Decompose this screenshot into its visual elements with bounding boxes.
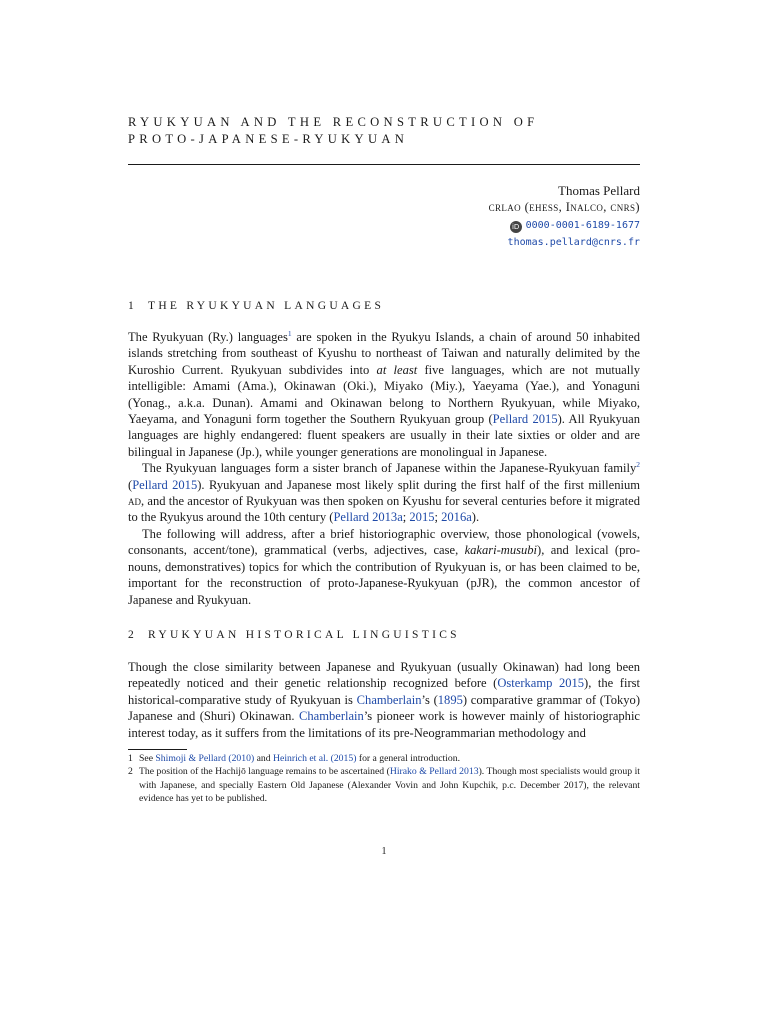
section-2-paragraph-1: [128, 659, 640, 741]
citation-link[interactable]: Shimoji & Pellard (2010): [155, 753, 255, 764]
emphasis: kakari-musubi: [464, 543, 538, 558]
era-abbrev: ad: [128, 494, 141, 509]
text-run: are spoken in the Ryukyu Islands, a chain of around 50 inhabited islands stretching from southeast of Kyushu to northeast of Taiwan and naturally delimited by the Kuroshio Current. Ryukyuan subdivides into: [128, 330, 641, 377]
text-run: The position of the Hachijō language remains to be ascertained (: [139, 766, 390, 778]
paper-title: [128, 114, 648, 148]
text-run: The Ryukyuan (Ry.) languages: [128, 330, 288, 344]
text-run: ’s (: [421, 692, 438, 707]
text-run: five languages, which are not mutually intelligible: Amami (Ama.), Okinawan (Oki.), Miyako (Miy.), Yaeyama (Yae.), and Yonaguni (Yonag., a.k.a. Dunan). Amami and Okinawan belong to Northern Ryukyuan, while Miyako, Yaeyama, and Yonaguni form together the Southern Ryukyuan group (: [128, 362, 640, 427]
orcid-line: [300, 217, 640, 234]
title-rule: [128, 164, 640, 165]
section-1-paragraph-1: [128, 329, 640, 460]
citation-link[interactable]: Pellard 2013a: [333, 510, 403, 525]
footnote-ref-2[interactable]: 2: [636, 460, 640, 470]
section-2-title: RYUKYUAN HISTORICAL LINGUISTICS: [148, 629, 460, 641]
citation-link[interactable]: Chamberlain: [299, 709, 364, 724]
citation-link[interactable]: 2016a: [441, 510, 472, 525]
text-run: ) comparative grammar of (Tokyo) Japanese and (Shuri) Okinawan.: [128, 692, 640, 724]
section-1-heading: [128, 298, 384, 314]
author-name: Thomas Pellard: [558, 183, 640, 198]
footnote-1: [128, 752, 640, 765]
text-run: ’s pioneer work is however mainly of historiographic interest today, as it suffers from the limitations of its pre-Neogrammarian methodology and: [128, 709, 640, 740]
footnote-number: 2: [128, 766, 133, 778]
text-run: (: [128, 477, 133, 492]
emphasis: at least: [376, 362, 418, 377]
text-run: and: [254, 753, 274, 764]
text-run: See: [139, 753, 156, 764]
section-2-heading: [128, 627, 460, 643]
text-run: ), the first historical-comparative study of Ryukyuan is: [128, 676, 640, 707]
email-link[interactable]: thomas.pellard@cnrs.fr: [507, 237, 640, 248]
text-run: The following will address, after a brief historiographic overview, those phonological (vowels, consonants, accent/tone), grammatical (verbs, adjectives, case,: [128, 526, 640, 558]
footnotes: [128, 752, 640, 806]
text-run: ;: [434, 510, 442, 525]
section-1-paragraph-3: [128, 526, 640, 608]
title-line-2: PROTO-JAPANESE-RYUKYUAN: [128, 132, 409, 146]
section-1-title: THE RYUKYUAN LANGUAGES: [148, 300, 385, 312]
text-run: ). All Ryukyuan languages are highly endangered: fluent speakers are usually in their late sixties or older and are bilingual in Japanese (Jp.), while younger generations are monolingual in Japanese.: [128, 412, 640, 459]
citation-link[interactable]: Pellard 2015: [132, 477, 198, 492]
text-run: ).: [471, 510, 480, 525]
author-affiliation: crlao (ehess, Inalco, cnrs): [488, 200, 640, 214]
orcid-icon: iD: [510, 221, 522, 233]
section-1-paragraph-2: [128, 460, 640, 526]
citation-link[interactable]: Hirako & Pellard 2013: [389, 766, 479, 778]
citation-link[interactable]: Pellard 2015: [492, 412, 558, 427]
citation-link[interactable]: Osterkamp 2015: [497, 676, 585, 691]
page-number: 1: [381, 846, 387, 857]
section-1-number: 1: [128, 300, 134, 312]
text-run: for a general introduction.: [356, 753, 460, 764]
footnote-rule: [128, 749, 187, 750]
text-run: ). Ryukyuan and Japanese most likely split during the first half of the first millenium: [197, 477, 640, 492]
citation-link[interactable]: Heinrich et al. (2015): [273, 753, 357, 764]
section-2-number: 2: [128, 629, 134, 641]
text-run: ;: [402, 510, 410, 525]
citation-link[interactable]: Chamberlain: [356, 692, 422, 707]
footnote-2: [128, 765, 640, 805]
footnote-number: 1: [128, 753, 133, 764]
footnote-ref-1[interactable]: 1: [287, 328, 292, 338]
text-run: , and the ancestor of Ryukyuan was then spoken on Kyushu for several centuries before it migrated to the Ryukyus around the 10th century (: [128, 494, 640, 525]
title-line-1: RYUKYUAN AND THE RECONSTRUCTION OF: [128, 115, 539, 129]
text-run: Though the close similarity between Japanese and Ryukyuan (usually Okinawan) had long been repeatedly noticed and their genetic relationship recognized before (: [128, 660, 640, 691]
text-run: ), and lexical (pronouns, demonstratives) topics for which the contribution of Ryukyuan is, or has been claimed to be, important for the reconstruction of proto-Japanese-Ryukyuan (pJR), the common ancestor of Japanese and Ryukyuan.: [128, 543, 641, 607]
text-run: The Ryukyuan languages form a sister branch of Japanese within the Japanese-Ryukyuan family: [142, 461, 637, 476]
orcid-link[interactable]: 0000-0001-6189-1677: [525, 220, 640, 231]
section-2-body: [128, 659, 640, 741]
author-block: [300, 182, 640, 251]
citation-link[interactable]: 1895: [437, 692, 463, 707]
section-1-body: [128, 329, 640, 608]
text-run: ). Though most specialists would group it with Japanese, and specially Eastern Old Japanese (Alexander Vovin and John Kupchik, p.c. December 2017), the relevant evidence has yet to be published.: [139, 766, 640, 805]
citation-link[interactable]: 2015: [409, 510, 435, 525]
